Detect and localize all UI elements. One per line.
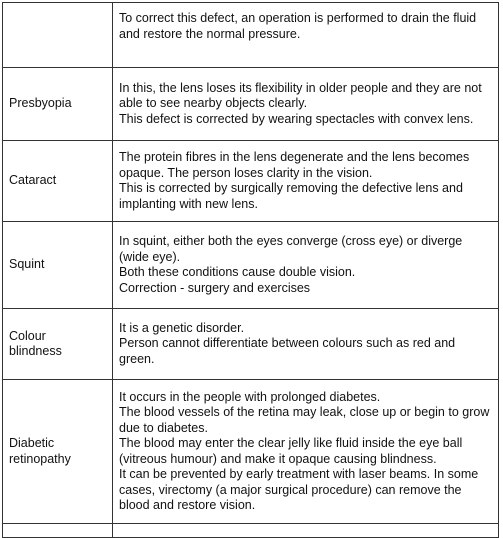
description-line: opaque. The person loses clarity in the vision. <box>119 165 373 180</box>
description-line: Person cannot differentiate between colours such as red and <box>119 336 456 351</box>
term-line: Diabetic <box>9 436 55 450</box>
description-line: This is corrected by surgically removing the defective lens and <box>119 181 463 195</box>
description-line: (vitreous humour) and make it opaque causing blindness. <box>119 451 437 466</box>
description-line: The protein fibres in the lens degenerate and the lens becomes <box>119 150 470 164</box>
description-line: In this, the lens loses its flexibility in older people and they are not <box>119 80 482 95</box>
description-line: Both these conditions cause double vision. <box>119 265 356 279</box>
term-cell <box>3 309 113 380</box>
term-line: blindness <box>9 344 62 358</box>
table-row-empty <box>3 524 499 538</box>
description-cell <box>113 222 499 309</box>
description-line: able to see nearby objects clearly. <box>119 96 308 111</box>
table-row <box>3 309 499 380</box>
description-cell <box>113 380 499 524</box>
description-line: The blood may enter the clear jelly like fluid inside the eye ball <box>119 436 463 450</box>
description-cell <box>113 524 499 538</box>
description-line: green. <box>119 351 155 366</box>
eye-defects-table <box>2 2 499 538</box>
term-line: Cataract <box>9 173 57 188</box>
description-line: (wide eye). <box>119 249 181 264</box>
term-cell <box>3 3 113 68</box>
description-cell <box>113 309 499 380</box>
term-cell <box>3 524 113 538</box>
description-line: implanting with new lens. <box>119 196 258 211</box>
description-cell <box>113 68 499 141</box>
table-row <box>3 68 499 141</box>
table-row <box>3 3 499 68</box>
description-line: In squint, either both the eyes converge (cross eye) or diverge <box>119 234 463 248</box>
table-row <box>3 141 499 222</box>
term-line: Squint <box>9 257 45 272</box>
description-line: It can be prevented by early treatment with laser beams. In some <box>119 467 479 481</box>
description-line: It is a genetic disorder. <box>119 320 245 335</box>
description-line: blood and restore vision. <box>119 498 256 512</box>
description-line: This defect is corrected by wearing spectacles with convex lens. <box>119 111 474 126</box>
description-line: The blood vessels of the retina may leak, close up or begin to grow <box>119 405 490 419</box>
description-line: It occurs in the people with prolonged diabetes. <box>119 389 381 404</box>
description-line: Correction - surgery and exercises <box>119 280 311 295</box>
table-row <box>3 380 499 524</box>
term-line: Colour <box>9 328 46 343</box>
term-cell <box>3 68 113 141</box>
term-cell <box>3 222 113 309</box>
term-line: Presbyopia <box>9 96 72 111</box>
description-line: due to diabetes. <box>119 420 208 435</box>
term-line: retinopathy <box>9 451 71 466</box>
description-line: To correct this defect, an operation is performed to drain the fluid <box>119 11 477 25</box>
table-row <box>3 222 499 309</box>
description-line: cases, virectomy (a major surgical procedure) can remove the <box>119 482 462 497</box>
term-cell <box>3 141 113 222</box>
description-cell <box>113 141 499 222</box>
description-cell <box>113 3 499 68</box>
term-cell <box>3 380 113 524</box>
description-line: and restore the normal pressure. <box>119 26 301 41</box>
